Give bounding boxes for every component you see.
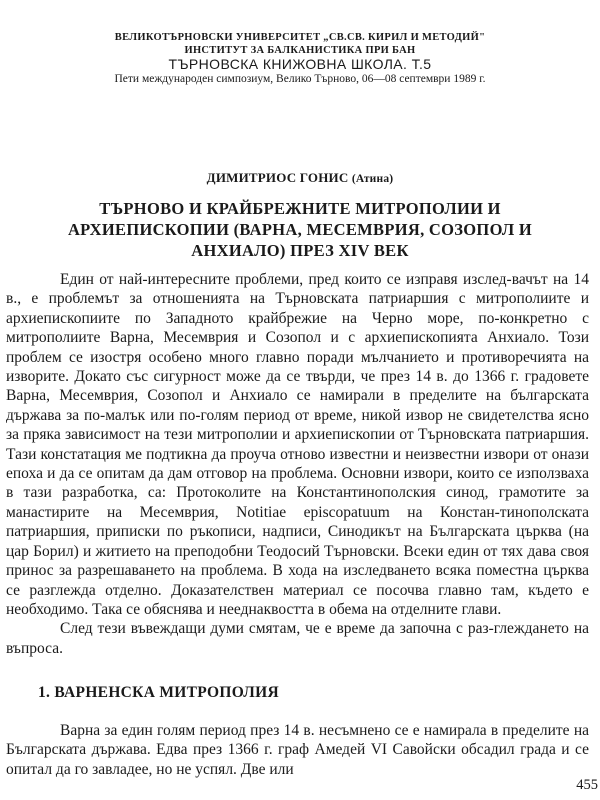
title-line: АНХИАЛО) ПРЕЗ XIV ВЕК	[191, 241, 409, 260]
page-number: 455	[576, 777, 598, 793]
series-title: ТЪРНОВСКА КНИЖОВНА ШКОЛА. Т.5	[168, 56, 432, 72]
symposium-info: Пети международен симпозиум, Велико Търново, 06—08 септември 1989 г.	[114, 73, 486, 85]
title-line: ТЪРНОВО И КРАЙБРЕЖНИТЕ МИТРОПОЛИИ И	[99, 199, 501, 218]
paragraph: Варна за един голям период през 14 в. несъмнено се е намирала в пределите на Българската държава. Едва през 1366 г. граф Амедей VI Савойски обсадил града и се опитал да го завладее, но не успял. Две или	[6, 722, 589, 778]
article-author	[0, 170, 600, 186]
section-heading: 1. ВАРНЕНСКА МИТРОПОЛИЯ	[38, 684, 279, 701]
paragraph: След тези въвеждащи думи смятам, че е време да започна с раз-глеждането на въпроса.	[6, 620, 589, 657]
title-line: АРХИЕПИСКОПИИ (ВАРНА, МЕСЕМВРИЯ, СОЗОПОЛ И	[67, 220, 533, 239]
article-title	[0, 198, 600, 261]
university-name: ВЕЛИКОТЪРНОВСКИ УНИВЕРСИТЕТ „СВ.СВ. КИРИЛ И МЕТОДИЙ"	[114, 32, 486, 43]
author-affiliation: (Атина)	[351, 173, 394, 185]
page-header	[0, 31, 600, 87]
paragraph: Един от най-интересните проблеми, пред които се изправя изслед-вачът на 14 в., е проблемът за отношенията на Търновската патриаршия с митрополиите и архиепископиите по Западното крайбрежие на Черно море, по-конкретно с митрополиите Варна, Месемврия и Созопол и с архиепископията Анхиало. Този проблем се изостря особено много главно поради мълчанието и противоречията на изворите. Докато със сигурност може да се твърди, че през 14 в. до 1366 г. градовете Варна, Месемврия, Созопол и Анхиало се намирали в пределите на българската държава за по-малък или по-голям период от време, никой извор не свидетелства ясно за пряка зависимост на тези митрополии и архиепископии от Търновската патриаршия. Тази констатация ме подтикна да проуча отново известни и неизвестни извори от онази епоха и да се опитам да дам отговор на проблема. Основни извори, които се използваха в тази разработка, са: Протоколите на Константинополския синод, грамотите за манастирите на Месемврия, Notitiae episcopatuum на Констан-тинополската патриаршия, приписки по ръкописи, надписи, Синодикът на Българската църква (на цар Борил) и житието на преподобни Теодосий Търновски. Всеки един от тях дава своя принос за разрешаването на проблема. В хода на изследването всяка поместна църква се разглежда отделно. Доказателствен материал се посочва главно там, където е необходимо. Така се обяснява и нееднаквостта в обема на отделните глави.	[6, 271, 589, 618]
author-name: ДИМИТРИОС ГОНИС	[206, 170, 349, 185]
intro-body	[6, 270, 589, 658]
institute-name: ИНСТИТУТ ЗА БАЛКАНИСТИКА ПРИ БАН	[184, 45, 416, 56]
section-body	[6, 721, 589, 779]
